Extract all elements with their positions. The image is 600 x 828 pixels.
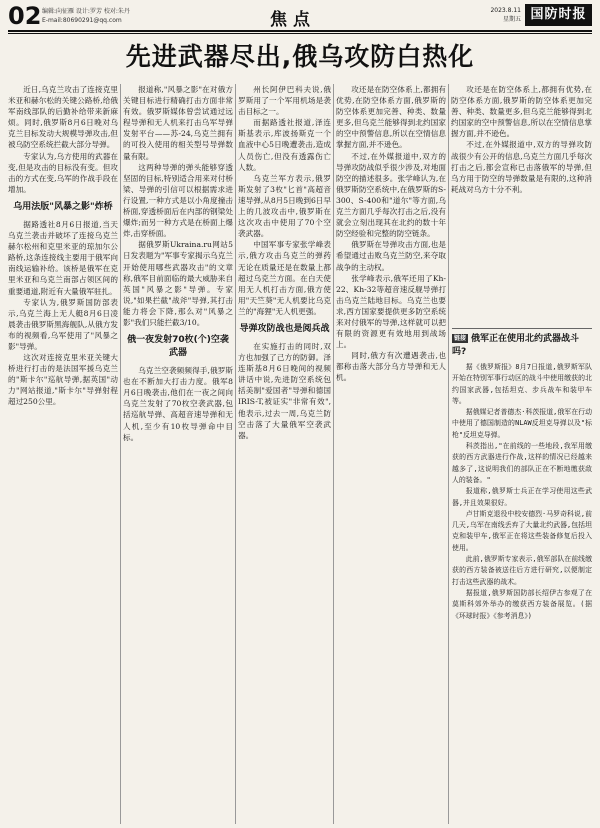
paragraph: 乌克兰空袭频频得手,俄罗斯也在不断加大打击力度。俄军8月6日晚袭击,他们在一夜之间向乌克兰发射了70枚空袭武器,包括巡航导弹、高超音速导弹和无人机,至少有10枚导弹命中目标。	[123, 366, 233, 442]
masthead	[8, 4, 592, 30]
paragraph: 专家认为,乌方使用的武器在变,但是攻击的目标没有变。但攻击的方式在变,乌军的作战手段在增加。	[8, 151, 118, 194]
newspaper-logo: 国防时报	[525, 4, 592, 26]
main-headline: 先进武器尽出,俄乌攻防白热化	[125, 42, 475, 71]
article-column-2	[123, 84, 233, 828]
link-icon: 链接	[453, 335, 466, 342]
paragraph: 州长阿伊巴科夫说,俄罗斯用了一个军用机场是袭击目标之一。	[238, 85, 331, 117]
column-divider	[235, 84, 236, 824]
paragraph: 乌克兰军方表示,俄罗斯发射了3枚"匕首"高超音速导弹,从8月5日晚到6日早上的几波攻击中,俄罗斯在这次攻击中使用了70个空袭武器。	[238, 173, 331, 239]
subheading: 导弹攻防战也是阅兵战	[239, 323, 330, 334]
paragraph: 据《俄罗斯报》8月7日报道,俄罗斯军队开始在特别军事行动区的战斗中使用缴获的北约国家武器,包括坦克、步兵战车和装甲车等。	[452, 363, 592, 405]
paragraph: 攻还是在防空体系上,都拥有优势,在防空体系方面,俄罗斯的防空体系更加完善、种类、数量更多,但乌克兰能够得到北约国家的空中预警信息,所以在空情信息掌握方面,并不逊色。	[336, 85, 446, 150]
paragraph: 卢甘斯克退役中校安德烈·马罗奇科说,前几天,乌军在南线丢弃了大量北约武器,包括坦克和装甲车,俄军正在将这些装备修复后投入使用。	[452, 509, 592, 552]
sidebar-box	[452, 328, 592, 820]
paragraph: 据报道,俄罗斯国防部长绍伊古参观了在莫斯科郊外举办的缴获西方装备展览。(据《环球时报》《参考消息》)	[452, 588, 592, 620]
article-column-1	[8, 84, 118, 828]
header-rule	[8, 30, 592, 32]
page-number: 02	[8, 2, 42, 30]
paragraph: 张学峰表示,俄军还用了Kh-22、Kh-32等超音速反舰导弹打击乌克兰陆地目标。乌克兰也要求,西方国家要提供更多防空系统来对付俄军的导弹,这样就可以把有限的资源更有效地用到战场上。	[336, 273, 446, 350]
editor-info: 编辑:向征雁 设计:罗芳 校对:朱丹 E-mail:80690291@qq.com	[42, 8, 130, 24]
paragraph: 据俄媒记者普德杰·科茨报道,俄军在行动中使用了德国制造的NLAW反坦克导弹以及"标枪"反坦克导弹。	[452, 408, 592, 439]
column-divider	[120, 84, 121, 824]
paragraph: 据路透社8月6日报道,当天乌克兰袭击并破坏了连接乌克兰赫尔松州和克里米亚的琼加尔公路桥,这条连接线主要用于俄军向南线运输补给。该桥是俄军在克里米亚和乌克兰南部占领区间的重要通道,附近有大量俄军驻扎。	[8, 219, 118, 296]
article-column-3	[238, 84, 331, 828]
paragraph: 据俄罗斯Ukraina.ru网站5日发表题为"军事专家揭示乌克兰开始使用哪些武器攻击"的文章称,俄军目前面临的最大威胁来自英国"风暴之影"导弹。专家说,"如果拦截"战斧"导弹,其打击能力将会下降,那么对"风暴之影"我们只能拦截3/10。	[123, 240, 233, 327]
paragraph: 而据路透社报道,泽连斯基表示,库波扬斯克一个血液中心5日晚遭袭击,造成人员伤亡,但没有透露伤亡人数。	[238, 118, 331, 172]
article-column-5	[451, 84, 592, 324]
section-title: 焦点	[270, 10, 316, 30]
paragraph: 此前,俄罗斯专家表示,俄军部队在前线缴获的西方装备被送往后方进行研究,以便制定打击这些武器的战术。	[452, 555, 592, 586]
paragraph: 攻还是在防空体系上,都拥有优势,在防空体系方面,俄罗斯的防空体系更加完善、种类、数量更多,但乌克兰能够得到北约国家的空中预警信息,所以在空情信息掌握方面,并不逊色。	[451, 85, 592, 139]
box-title: 链接 俄军正在使用北约武器战斗吗?	[452, 334, 580, 357]
column-divider	[448, 84, 449, 824]
paragraph: 这两种导弹的弹头能够穿透坚固的目标,特别适合用来对付桥梁、导弹的引信可以根据需求进行设置,一种方式是以小角度撞击桥面,穿透桥面后在内部的钢梁处爆炸;而另一种方式是在桥面上爆炸,击穿桥面。	[123, 162, 233, 239]
paragraph: 这次对连接克里米亚关键大桥进行打击的是法国军援乌克兰的"斯卡尔"巡航导弹,据英国"动力"网站报道,"斯卡尔"导弹射程超过250公里。	[8, 353, 118, 407]
paragraph: 专家认为,俄罗斯国防部表示,乌克兰海上无人艇8月6日凌晨袭击俄罗斯黑海舰队,从俄方发布的视频看,乌军使用了"风暴之影"导弹。	[8, 297, 118, 351]
paragraph: 俄罗斯在导弹攻击方面,也是希望通过击败乌克兰防空,来夺取战争的主动权。	[336, 240, 446, 272]
paragraph: 近日,乌克兰攻击了连接克里米亚和赫尔松的关键公路桥,给俄军南线部队的后勤补给带来新麻烦。同时,俄罗斯8月6日晚对乌克兰目标发动大规模导弹攻击,但被乌防空系统拦截大部分导弹。	[8, 85, 118, 150]
article-column-4	[336, 84, 446, 828]
column-divider	[333, 84, 334, 824]
paragraph: 中国军事专家张学峰表示,俄方攻击乌克兰的弹药无论在质量还是在数量上都超过乌克兰方面。在白天使用无人机打击方面,俄方使用"天竺葵"无人机要比乌克兰的"海狸"无人机更强。	[238, 240, 331, 316]
paragraph: 在实施打击的同时,双方也加强了己方的防御。泽连斯基8月6日晚间的视频讲话中说,先进防空系统包括美制"爱国者"导弹和德国IRIS-T,被证实"非常有效",他表示,过去一周,乌克兰防空击落了大量俄军空袭武器。	[238, 341, 331, 440]
paragraph: 不过,在外媒报道中,双方的导弹攻防战很少有公开的信息,乌克兰方面几乎每次打击之后,都会宣称已击落俄军的导弹,但乌方用于防空的导弹数量是有限的,这种消耗战对乌方十分不利。	[451, 140, 592, 194]
paragraph: 同时,俄方有次遭遇袭击,也都称击落大部分乌方导弹和无人机。	[336, 351, 446, 383]
paragraph: 科茨指出,"在前线的一些地段,我军用缴获的西方武器进行作战,这样的情况已经越来越多了,这说明我们的部队正在不断地缴获敌人的装备。"	[452, 442, 592, 484]
issue-date: 2023.8.11 星期五	[490, 7, 521, 23]
subheading: 俄一夜发射70枚(个)空袭武器	[127, 335, 229, 359]
paragraph: 报道称,"风暴之影"在对俄方关键目标进行精确打击方面非常有效。俄罗斯媒体曾尝试通过远程导弹和无人机来打击乌军导弹发射平台——苏-24,乌克兰拥有的可投入使用的相关型号导弹数量有限。	[123, 85, 233, 161]
box-text	[452, 362, 592, 622]
subheading: 乌用法版"风暴之影"炸桥	[13, 201, 113, 212]
paragraph: 报道称,俄罗斯士兵正在学习使用这些武器,并且效果很好。	[452, 487, 592, 507]
paragraph: 不过,在外媒报道中,双方的导弹攻防战似乎很少涉及,对地面防空的描述很多。张学峰认为,在俄罗斯防空系统中,在俄罗斯的S-300、S-400和"道尔"等方面,乌克兰方面几乎每次打击之后,没有就会立刻出现其在北约的数十年防空经验和完整的防空链条。	[336, 151, 446, 239]
header-rule-thin	[8, 33, 592, 34]
